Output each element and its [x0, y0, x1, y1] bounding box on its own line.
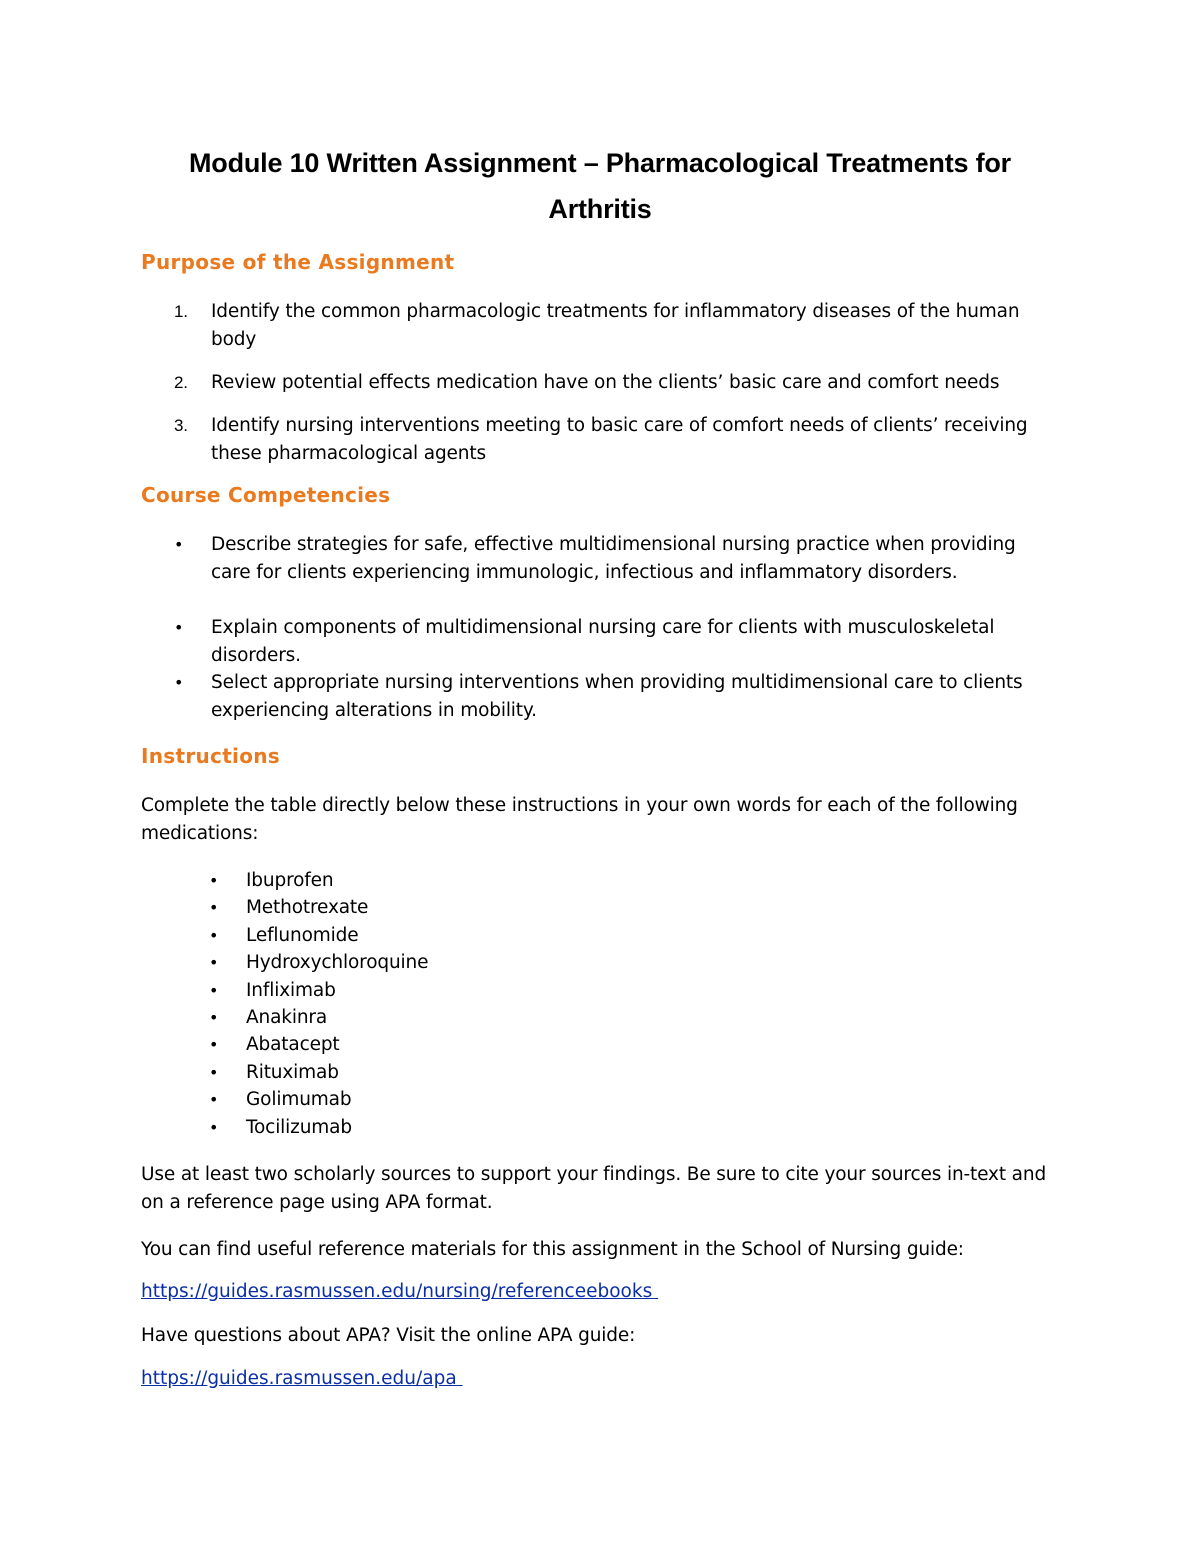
purpose-item-number: 1. — [174, 302, 188, 321]
bullet-icon: • — [174, 618, 184, 637]
document-title — [100, 140, 1100, 232]
purpose-item-number: 3. — [174, 416, 188, 435]
document-title-line-1: Module 10 Written Assignment – Pharmacological Treatments for — [189, 148, 1011, 178]
medication-name: Infliximab — [246, 979, 336, 1001]
bullet-icon: • — [174, 673, 184, 692]
competencies-heading: Course Competencies — [141, 483, 391, 507]
reference-ebooks-link[interactable]: https://guides.rasmussen.edu/nursing/referenceebooks — [141, 1281, 659, 1302]
competency-item-text: Select appropriate nursing interventions when providing multidimensional care to clients experiencing alterations in mobility. — [211, 672, 1023, 721]
medication-name: Ibuprofen — [246, 870, 334, 891]
bullet-icon: • — [209, 1117, 219, 1137]
medication-item — [176, 977, 576, 1004]
medication-item — [176, 922, 576, 949]
medication-name: Hydroxychloroquine — [246, 952, 429, 974]
reference-paragraph: You can find useful reference materials for this assignment in the School of Nursing guide: — [141, 1239, 964, 1260]
sources-paragraph: Use at least two scholarly sources to support your findings. Be sure to cite your sources in-text and on a reference page using APA format. — [141, 1164, 1047, 1213]
apa-paragraph: Have questions about APA? Visit the online APA guide: — [141, 1325, 636, 1346]
medication-name: Tocilizumab — [246, 1116, 352, 1138]
bullet-icon: • — [174, 535, 184, 554]
medication-item — [176, 867, 576, 894]
medication-name: Methotrexate — [246, 897, 369, 919]
medication-name: Abatacept — [246, 1034, 340, 1056]
apa-guide-link[interactable]: https://guides.rasmussen.edu/apa — [141, 1368, 463, 1389]
medication-name: Leflunomide — [246, 924, 359, 946]
competency-item-text: Explain components of multidimensional nursing care for clients with musculoskeletal disorders. — [211, 617, 995, 666]
bullet-icon: • — [209, 1008, 219, 1027]
purpose-item-text: Identify nursing interventions meeting to basic care of comfort needs of clients’ receiving these pharmacological agents — [211, 415, 1028, 464]
bullet-icon: • — [209, 871, 219, 890]
bullet-icon: • — [209, 898, 219, 918]
purpose-item-text: Identify the common pharmacologic treatments for inflammatory diseases of the human body — [211, 301, 1020, 350]
purpose-item-number: 2. — [174, 373, 188, 392]
instructions-heading: Instructions — [141, 744, 281, 768]
document-title-line-2: Arthritis — [548, 194, 652, 224]
medication-item — [176, 1004, 576, 1031]
bullet-icon: • — [209, 1090, 219, 1110]
bullet-icon: • — [209, 925, 219, 945]
purpose-heading: Purpose of the Assignment — [141, 250, 455, 274]
bullet-icon: • — [209, 1062, 219, 1082]
bullet-icon: • — [209, 953, 219, 973]
bullet-icon: • — [209, 1035, 219, 1055]
medication-item — [176, 894, 576, 921]
medication-name: Anakinra — [246, 1007, 328, 1028]
competency-item-text: Describe strategies for safe, effective multidimensional nursing practice when providing care for clients experiencing immunologic, infectious and inflammatory disorders. — [211, 534, 1016, 583]
medication-item — [176, 949, 576, 976]
medication-name: Golimumab — [246, 1089, 352, 1111]
medication-item — [176, 1114, 576, 1141]
medication-item — [176, 1086, 576, 1113]
medication-item — [176, 1059, 576, 1086]
medication-name: Rituximab — [246, 1061, 339, 1083]
purpose-item-text: Review potential effects medication have on the clients’ basic care and comfort needs — [211, 372, 1000, 393]
instructions-intro: Complete the table directly below these instructions in your own words for each of the following medications: — [141, 795, 1018, 844]
medication-item — [176, 1031, 576, 1058]
bullet-icon: • — [209, 980, 219, 1000]
